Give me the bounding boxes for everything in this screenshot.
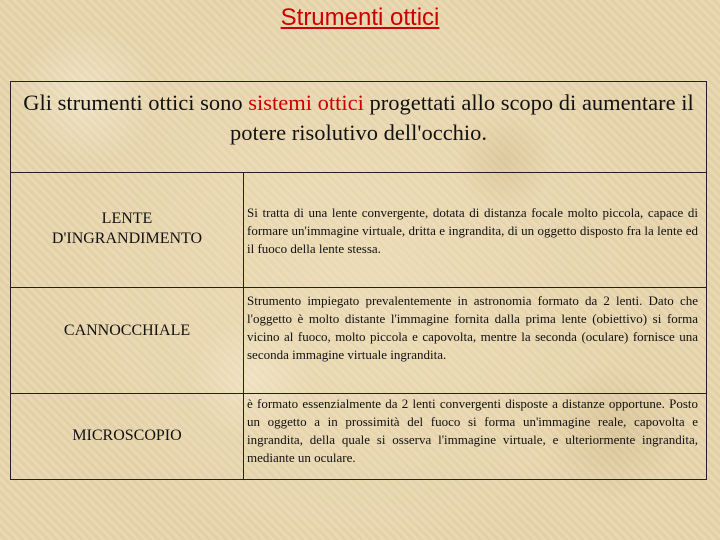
title-link[interactable]: Strumenti ottici <box>280 4 440 31</box>
instruments-table <box>10 172 707 480</box>
term-line: LENTE <box>101 210 153 227</box>
row-divider <box>11 393 706 394</box>
intro-text-after: progettati allo scopo di aumentare il potere risolutivo dell'occhio. <box>229 90 694 145</box>
slide-title <box>0 4 720 32</box>
term-line: D'INGRANDIMENTO <box>51 230 203 247</box>
description-lente-ingrandimento: Si tratta di una lente convergente, dotata di distanza focale molto piccola, capace di formare un'immagine virtuale, dritta e ingrandita, di un oggetto disposto fra la lente ed il fuoco della lente stessa. <box>247 205 698 256</box>
intro-highlight: sistemi ottici <box>248 90 364 115</box>
term-cannocchiale: CANNOCCHIALE <box>63 322 191 339</box>
term-microscopio: MICROSCOPIO <box>72 427 182 444</box>
intro-text-before: Gli strumenti ottici sono <box>23 90 249 115</box>
description-cannocchiale: Strumento impiegato prevalentemente in astronomia formato da 2 lenti. Dato che l'oggetto è molto distante l'immagine fornita dalla prima lente (obiettivo) si forma vicino al fuoco, molto piccola e capovolta, mentre la seconda (oculare) fornisce una seconda immagine virtuale ingrandita. <box>247 293 698 362</box>
term-lente-ingrandimento <box>11 209 243 249</box>
column-divider <box>243 173 244 479</box>
description-microscopio: è formato essenzialmente da 2 lenti convergenti disposte a distanze opportune. Posto un oggetto a in prossimità del fuoco si forma un'immagine reale, capovolta e ingrandita, della quale si osserva l'immagine virtuale, e ulteriormente ingrandita, mediante un oculare. <box>247 396 698 465</box>
intro-box <box>10 81 707 173</box>
row-divider <box>11 287 706 288</box>
